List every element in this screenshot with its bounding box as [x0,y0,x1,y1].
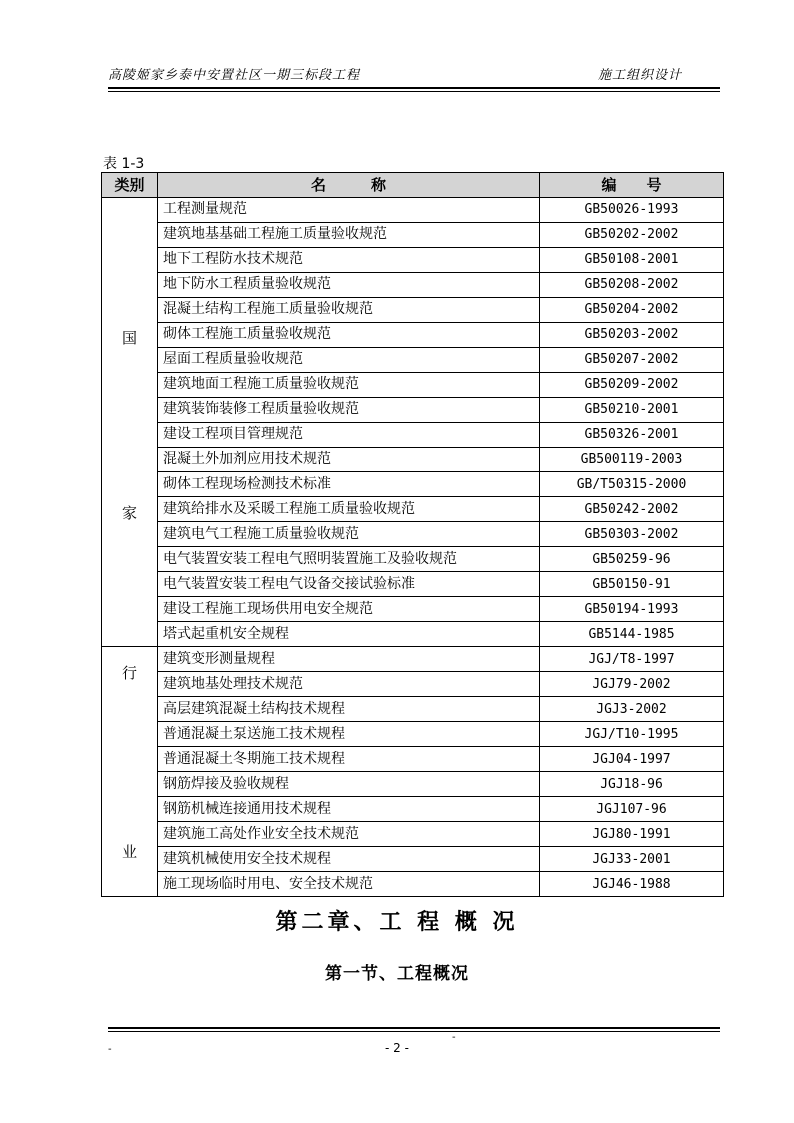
standard-name: 建筑地基处理技术规范 [158,672,540,697]
header-rule-thin [108,91,720,92]
standard-code: GB50150-91 [540,572,724,597]
standard-name: 建筑施工高处作业安全技术规范 [158,822,540,847]
category-cell [102,647,158,897]
standard-code: GB50326-2001 [540,422,724,447]
standard-name: 建筑地面工程施工质量验收规范 [158,372,540,397]
table-row [102,272,724,297]
standard-name: 建设工程施工现场供用电安全规范 [158,597,540,622]
standard-code: GB50026-1993 [540,198,724,223]
table-row [102,622,724,647]
category-char: 业 [121,843,137,862]
standard-code: GB50242-2002 [540,497,724,522]
standard-code: GB50259-96 [540,547,724,572]
section-title: 第一节、工程概况 [325,964,469,984]
table-row [102,497,724,522]
standard-code: GB5144-1985 [540,622,724,647]
standard-name: 砌体工程施工质量验收规范 [158,322,540,347]
footer-mark-left: - [108,1044,112,1055]
standard-name: 电气装置安装工程电气设备交接试验标准 [158,572,540,597]
table-row [102,597,724,622]
chapter-title: 第二章、工 程 概 况 [275,909,519,935]
standard-name: 建设工程项目管理规范 [158,422,540,447]
standard-code: JGJ79-2002 [540,672,724,697]
page-header [108,60,720,90]
standard-name: 地下工程防水技术规范 [158,247,540,272]
standard-name: 普通混凝土泵送施工技术规程 [158,722,540,747]
table-row [102,772,724,797]
category-char: 行 [121,664,137,683]
table-row [102,647,724,672]
table-row [102,397,724,422]
project-title: 高陵姬家乡泰中安置社区一期三标段工程 [108,68,361,83]
header-rule [108,87,720,89]
table-row [102,347,724,372]
standard-name: 砌体工程现场检测技术标准 [158,472,540,497]
table-row [102,422,724,447]
standard-name: 混凝土结构工程施工质量验收规范 [158,297,540,322]
table-caption: 表 1-3 [103,156,145,172]
standard-code: JGJ/T10-1995 [540,722,724,747]
standard-code: JGJ/T8-1997 [540,647,724,672]
table-row [102,547,724,572]
standard-code: GB500119-2003 [540,447,724,472]
standard-code: GB50208-2002 [540,272,724,297]
standard-code: GB50194-1993 [540,597,724,622]
standard-name: 屋面工程质量验收规范 [158,347,540,372]
standard-name: 建筑给排水及采暖工程施工质量验收规范 [158,497,540,522]
standard-name: 钢筋焊接及验收规程 [158,772,540,797]
standard-name: 建筑电气工程施工质量验收规范 [158,522,540,547]
footer-rule [108,1027,720,1029]
table-row [102,247,724,272]
document-title: 施工组织设计 [597,68,682,83]
standard-code: GB/T50315-2000 [540,472,724,497]
standard-code: GB50210-2001 [540,397,724,422]
standard-name: 建筑装饰装修工程质量验收规范 [158,397,540,422]
standard-code: GB50108-2001 [540,247,724,272]
standard-code: JGJ80-1991 [540,822,724,847]
standard-name: 普通混凝土冬期施工技术规程 [158,747,540,772]
standard-code: GB50203-2002 [540,322,724,347]
standard-name: 塔式起重机安全规程 [158,622,540,647]
table-row [102,747,724,772]
standard-name: 钢筋机械连接通用技术规程 [158,797,540,822]
table-row [102,297,724,322]
standard-code: GB50303-2002 [540,522,724,547]
standard-code: JGJ3-2002 [540,697,724,722]
category-cell [102,198,158,647]
standard-code: GB50209-2002 [540,372,724,397]
table-row [102,722,724,747]
standard-code: JGJ18-96 [540,772,724,797]
standard-code: GB50204-2002 [540,297,724,322]
standard-name: 混凝土外加剂应用技术规范 [158,447,540,472]
category-char: 家 [121,503,137,522]
table-row [102,198,724,223]
table-row [102,522,724,547]
table-body [102,198,724,897]
standard-code: JGJ107-96 [540,797,724,822]
standards-table [101,172,724,897]
table-row [102,372,724,397]
standard-code: JGJ33-2001 [540,847,724,872]
table-row [102,672,724,697]
standard-name: 电气装置安装工程电气照明装置施工及验收规范 [158,547,540,572]
table-row [102,797,724,822]
table-row [102,697,724,722]
standard-name: 建筑变形测量规程 [158,647,540,672]
standard-code: JGJ04-1997 [540,747,724,772]
header-code: 编 号 [540,173,724,198]
table-row [102,322,724,347]
table-row [102,847,724,872]
footer-rule-thin [108,1031,720,1032]
standard-code: GB50202-2002 [540,222,724,247]
standard-code: GB50207-2002 [540,347,724,372]
table-header-row [102,173,724,198]
standard-name: 建筑地基基础工程施工质量验收规范 [158,222,540,247]
header-name: 名 称 [158,173,540,198]
table-row [102,822,724,847]
footer-mark-top: - [452,1032,456,1043]
standard-name: 高层建筑混凝土结构技术规程 [158,697,540,722]
category-char: 国 [121,329,137,348]
standard-code: JGJ46-1988 [540,872,724,897]
standard-name: 地下防水工程质量验收规范 [158,272,540,297]
standard-name: 工程测量规范 [158,198,540,223]
table-row [102,222,724,247]
table-row [102,472,724,497]
standard-name: 施工现场临时用电、安全技术规范 [158,872,540,897]
header-category: 类别 [102,173,158,198]
table-row [102,872,724,897]
table-row [102,572,724,597]
table-row [102,447,724,472]
standard-name: 建筑机械使用安全技术规程 [158,847,540,872]
page-number: - 2 - [385,1041,409,1055]
